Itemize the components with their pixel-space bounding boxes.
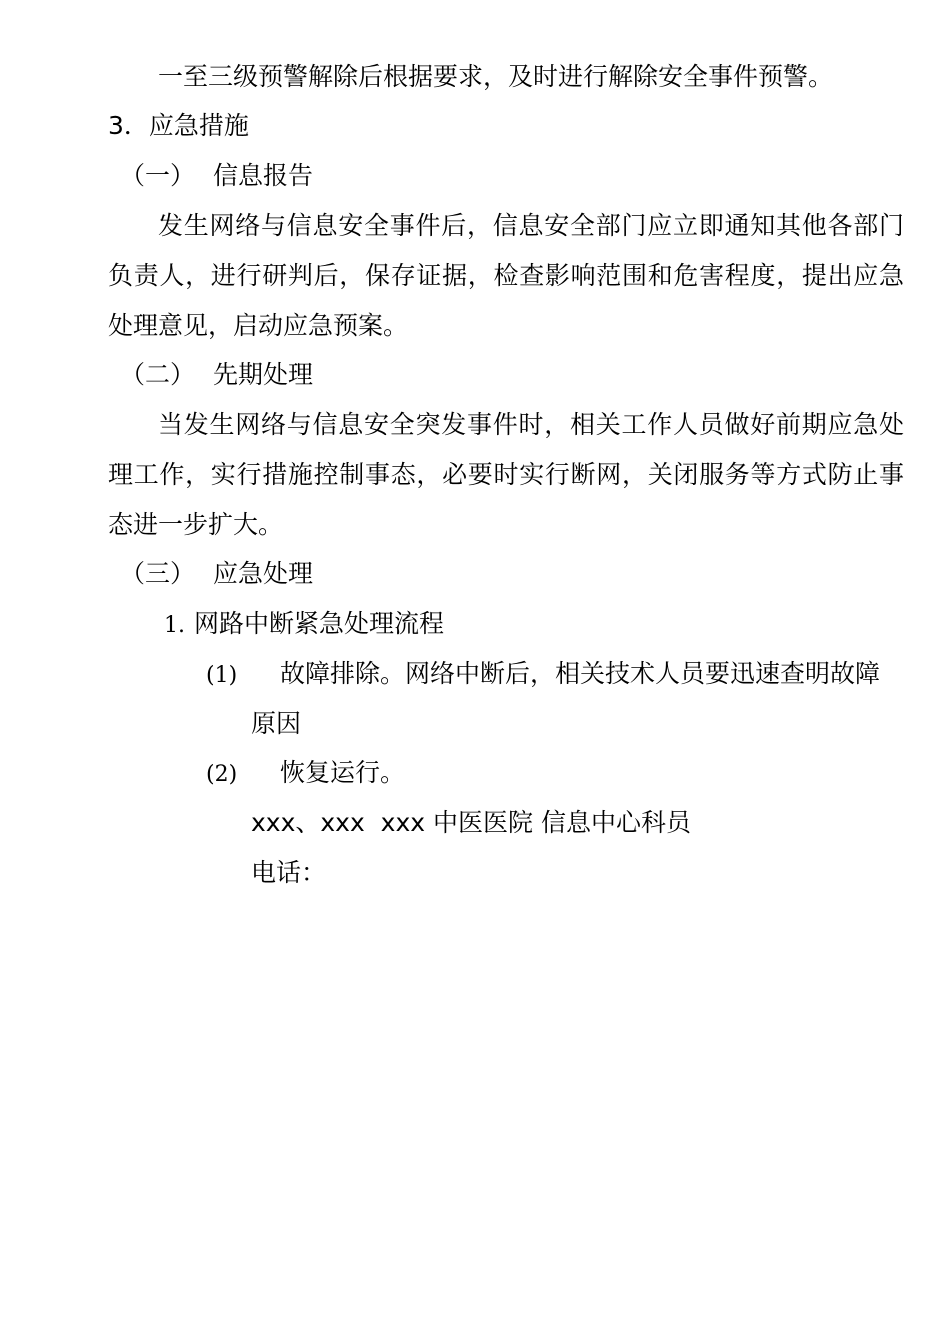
section-3-number: 3． [108,111,149,140]
step-2-marker: (2) [206,762,238,787]
step-1 [206,649,880,701]
sub-1-marker: （一） [120,161,196,190]
sub-3-heading [120,549,313,599]
sub-3-title: 应急处理 [213,559,314,588]
sub-2-heading [120,350,313,400]
sub-1-heading [120,151,313,201]
section-3-heading [108,101,249,151]
sub-1-title: 信息报告 [213,161,314,190]
sub-2-marker: （二） [120,360,196,389]
step-1-marker: (1) [206,663,238,688]
sub-3-marker: （三） [120,559,196,588]
step-2 [206,748,405,800]
sub-1-body: 发生网络与信息安全事件后，信息安全部门应立即通知其他各部门负责人，进行研判后，保存证据，检查影响范围和危害程度，提出应急处理意见，启动应急预案。 [108,211,904,340]
item-1-marker: 1. [164,613,185,638]
intro-line: 一至三级预警解除后根据要求，及时进行解除安全事件预警。 [158,62,834,91]
step-1-continuation: 原因 [251,709,302,738]
contact-line: xxx、xxx xxx 中医医院 信息中心科员 [251,808,691,837]
sub-2-body: 当发生网络与信息安全突发事件时，相关工作人员做好前期应急处理工作，实行措施控制事态，必要时实行断网，关闭服务等方式防止事态进一步扩大。 [108,410,904,539]
step-2-text: 恢复运行。 [280,758,406,787]
step-1-text: 故障排除。网络中断后，相关技术人员要迅速查明故障 [280,659,881,688]
sub-2-title: 先期处理 [213,360,314,389]
item-1-title: 网路中断紧急处理流程 [194,609,445,638]
phone-label: 电话： [251,858,327,887]
section-3-title: 应急措施 [148,111,249,140]
item-1-heading [164,599,444,651]
